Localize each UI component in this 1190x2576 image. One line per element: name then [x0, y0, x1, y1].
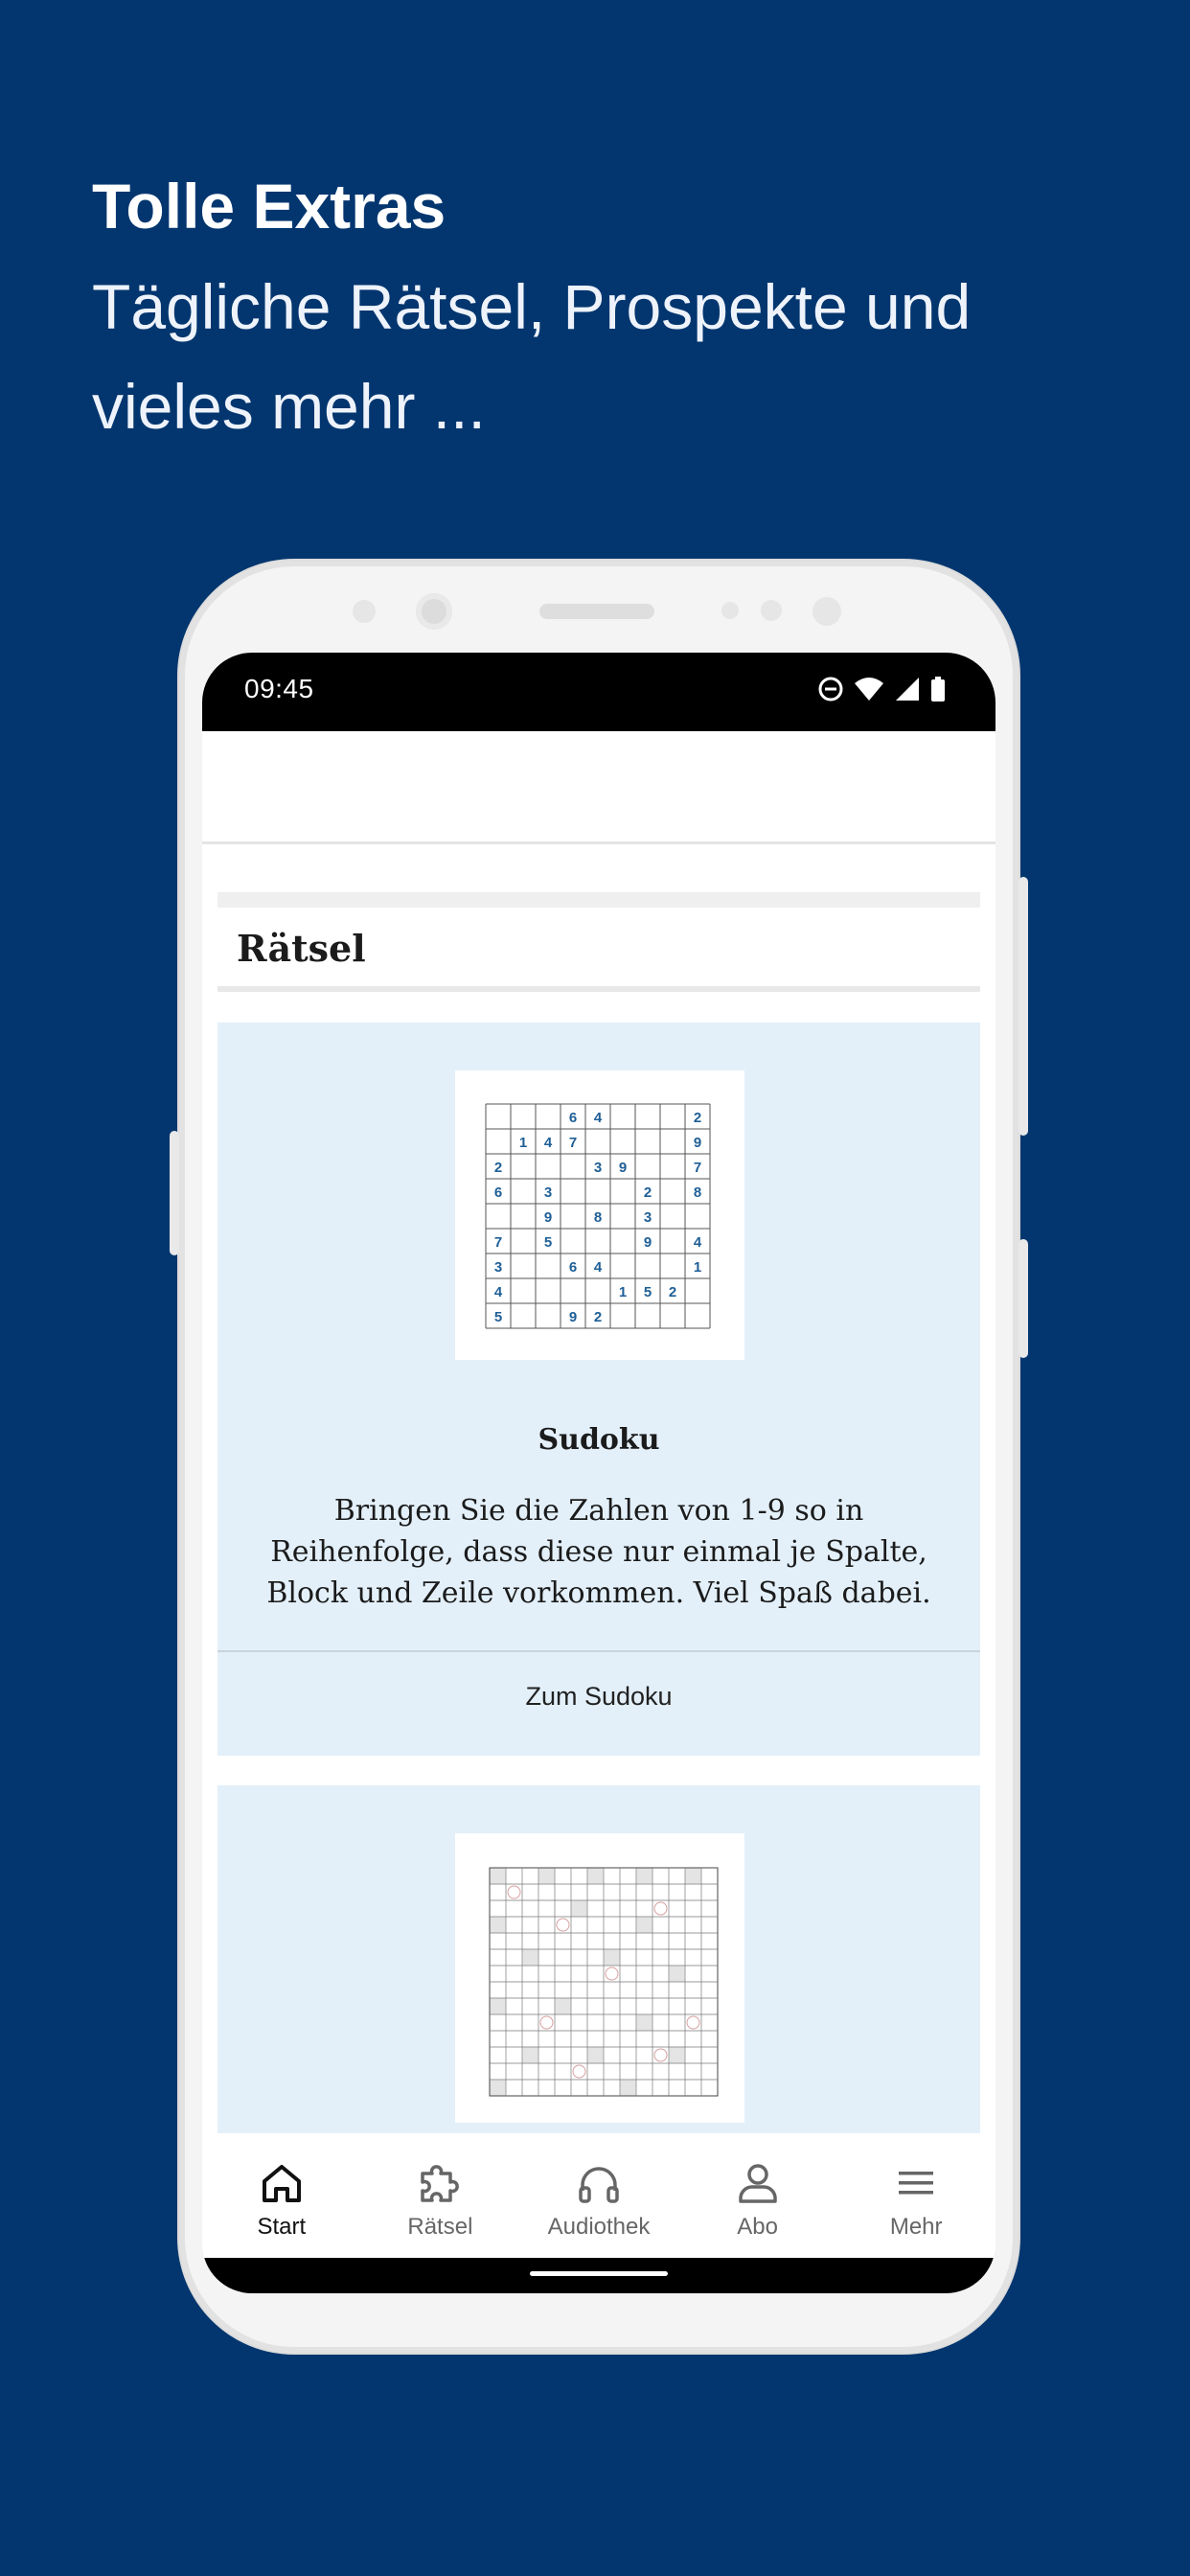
sudoku-digit: 3: [643, 1209, 652, 1226]
sudoku-digit: 3: [593, 1160, 603, 1176]
nav-raetsel[interactable]: [361, 2133, 520, 2258]
nav-label: Start: [257, 2214, 307, 2240]
sudoku-digit: 5: [493, 1309, 503, 1325]
sudoku-digit: 9: [543, 1209, 553, 1226]
sudoku-grid: [455, 1070, 744, 1360]
promo-title: Tolle Extras: [92, 171, 446, 242]
nav-abo[interactable]: [678, 2133, 837, 2258]
crossword-clue-cell: [523, 2048, 538, 2063]
sudoku-digit: 9: [568, 1309, 578, 1325]
crossword-clue-cell: [523, 1950, 538, 1966]
crossword-clue-cell: [637, 1918, 652, 1933]
sudoku-digit: 8: [693, 1184, 702, 1201]
puzzle-card-sudoku[interactable]: [217, 1023, 980, 1756]
crossword-clue-cell: [491, 1918, 506, 1933]
menu-icon: [891, 2158, 941, 2208]
crossword-clue-cell: [491, 1999, 506, 2014]
sudoku-grid-image[interactable]: [455, 1070, 744, 1360]
crossword-clue-cell: [491, 1869, 506, 1884]
sudoku-digit: 9: [618, 1160, 628, 1176]
promo-headline: [92, 163, 1108, 456]
sudoku-digit: 6: [568, 1259, 578, 1276]
crossword-clue-cell: [491, 2081, 506, 2096]
crossword-clue-cell: [670, 1966, 685, 1982]
phone-side-button: [1018, 877, 1028, 1136]
crossword-clue-cell: [637, 1869, 652, 1884]
content-scroll-area[interactable]: [202, 844, 995, 2133]
gesture-bar: [202, 2258, 995, 2293]
phone-sensor: [353, 600, 376, 623]
nav-start[interactable]: [202, 2133, 361, 2258]
sudoku-digit: 1: [693, 1259, 702, 1276]
sudoku-digit: 3: [493, 1259, 503, 1276]
sudoku-digit: 3: [543, 1184, 553, 1201]
card-description: Bringen Sie die Zahlen von 1-9 so in Reihenfolge, dass diese nur einmal je Spalte, Block und Zeile vorkommen. Viel Spaß dabei.: [266, 1494, 931, 1610]
phone-side-button: [170, 1131, 179, 1255]
sudoku-digit: 1: [518, 1135, 528, 1151]
puzzle-card-crossword[interactable]: [217, 1785, 980, 2133]
sudoku-digit: 6: [568, 1110, 578, 1126]
promo-subtitle: Tägliche Rätsel, Prospekte und vieles mehr ...: [92, 271, 972, 442]
phone-side-button: [1018, 1239, 1028, 1358]
sudoku-digit: 7: [493, 1234, 503, 1251]
sudoku-digit: 2: [668, 1284, 677, 1300]
sudoku-digit: 2: [593, 1309, 603, 1325]
section-divider: [217, 892, 980, 908]
sudoku-digit: 5: [643, 1284, 652, 1300]
phone-front-camera: [416, 593, 452, 630]
user-icon: [733, 2158, 783, 2208]
sudoku-digit: 4: [543, 1135, 553, 1151]
sudoku-digit: 6: [493, 1184, 503, 1201]
nav-label: Abo: [737, 2214, 778, 2240]
crossword-clue-cell: [539, 1869, 555, 1884]
crossword-clue-cell: [556, 1999, 571, 2014]
section-title: Rätsel: [237, 927, 366, 970]
status-bar: [202, 653, 995, 731]
sudoku-digit: 2: [493, 1160, 503, 1176]
crossword-clue-cell: [686, 1869, 701, 1884]
crossword-clue-cell: [670, 2048, 685, 2063]
sudoku-digit: 2: [643, 1184, 652, 1201]
phone-sensor: [812, 597, 841, 626]
sudoku-digit: 4: [693, 1234, 702, 1251]
crossword-clue-cell: [637, 2015, 652, 2031]
crossword-clue-cell: [605, 1950, 620, 1966]
bottom-navigation: [202, 2133, 995, 2258]
sudoku-digit: 4: [593, 1110, 603, 1126]
wifi-icon: [854, 676, 884, 702]
sudoku-digit: 7: [568, 1135, 578, 1151]
sudoku-digit: 4: [493, 1284, 503, 1300]
card-title: Sudoku: [538, 1423, 660, 1457]
home-indicator[interactable]: [530, 2271, 668, 2276]
section-divider: [217, 986, 980, 992]
open-sudoku-link[interactable]: Zum Sudoku: [525, 1682, 673, 1711]
do-not-disturb-icon: [817, 676, 844, 702]
puzzle-icon: [415, 2158, 465, 2208]
nav-label: Audiothek: [547, 2214, 651, 2240]
battery-icon: [930, 676, 946, 702]
phone-sensor: [721, 602, 739, 619]
phone-speaker: [539, 604, 654, 619]
phone-frame: [179, 561, 1018, 2353]
sudoku-digit: 8: [593, 1209, 603, 1226]
sudoku-digit: 5: [543, 1234, 553, 1251]
nav-label: Rätsel: [407, 2214, 473, 2240]
status-icons: [817, 676, 946, 702]
crossword-clue-cell: [572, 1901, 587, 1917]
home-icon: [257, 2158, 307, 2208]
nav-audiothek[interactable]: [519, 2133, 678, 2258]
headphones-icon: [574, 2158, 624, 2208]
crossword-grid: [455, 1833, 744, 2123]
phone-screen: [202, 653, 995, 2293]
crossword-clue-cell: [588, 2048, 604, 2063]
crossword-clue-cell: [621, 2081, 636, 2096]
sudoku-digit: 7: [693, 1160, 702, 1176]
nav-label: Mehr: [889, 2214, 943, 2240]
sudoku-digit: 9: [693, 1135, 702, 1151]
app-header: [202, 731, 995, 844]
crossword-grid-image[interactable]: [455, 1833, 744, 2123]
crossword-clue-cell: [588, 1869, 604, 1884]
sudoku-digit: 2: [693, 1110, 702, 1126]
phone-sensor: [761, 600, 782, 621]
status-time: 09:45: [244, 674, 314, 703]
sudoku-digit: 4: [593, 1259, 603, 1276]
sudoku-digit: 9: [643, 1234, 652, 1251]
sudoku-digit: 1: [618, 1284, 628, 1300]
signal-icon: [894, 676, 921, 702]
nav-mehr[interactable]: [836, 2133, 995, 2258]
card-divider: [217, 1650, 980, 1652]
